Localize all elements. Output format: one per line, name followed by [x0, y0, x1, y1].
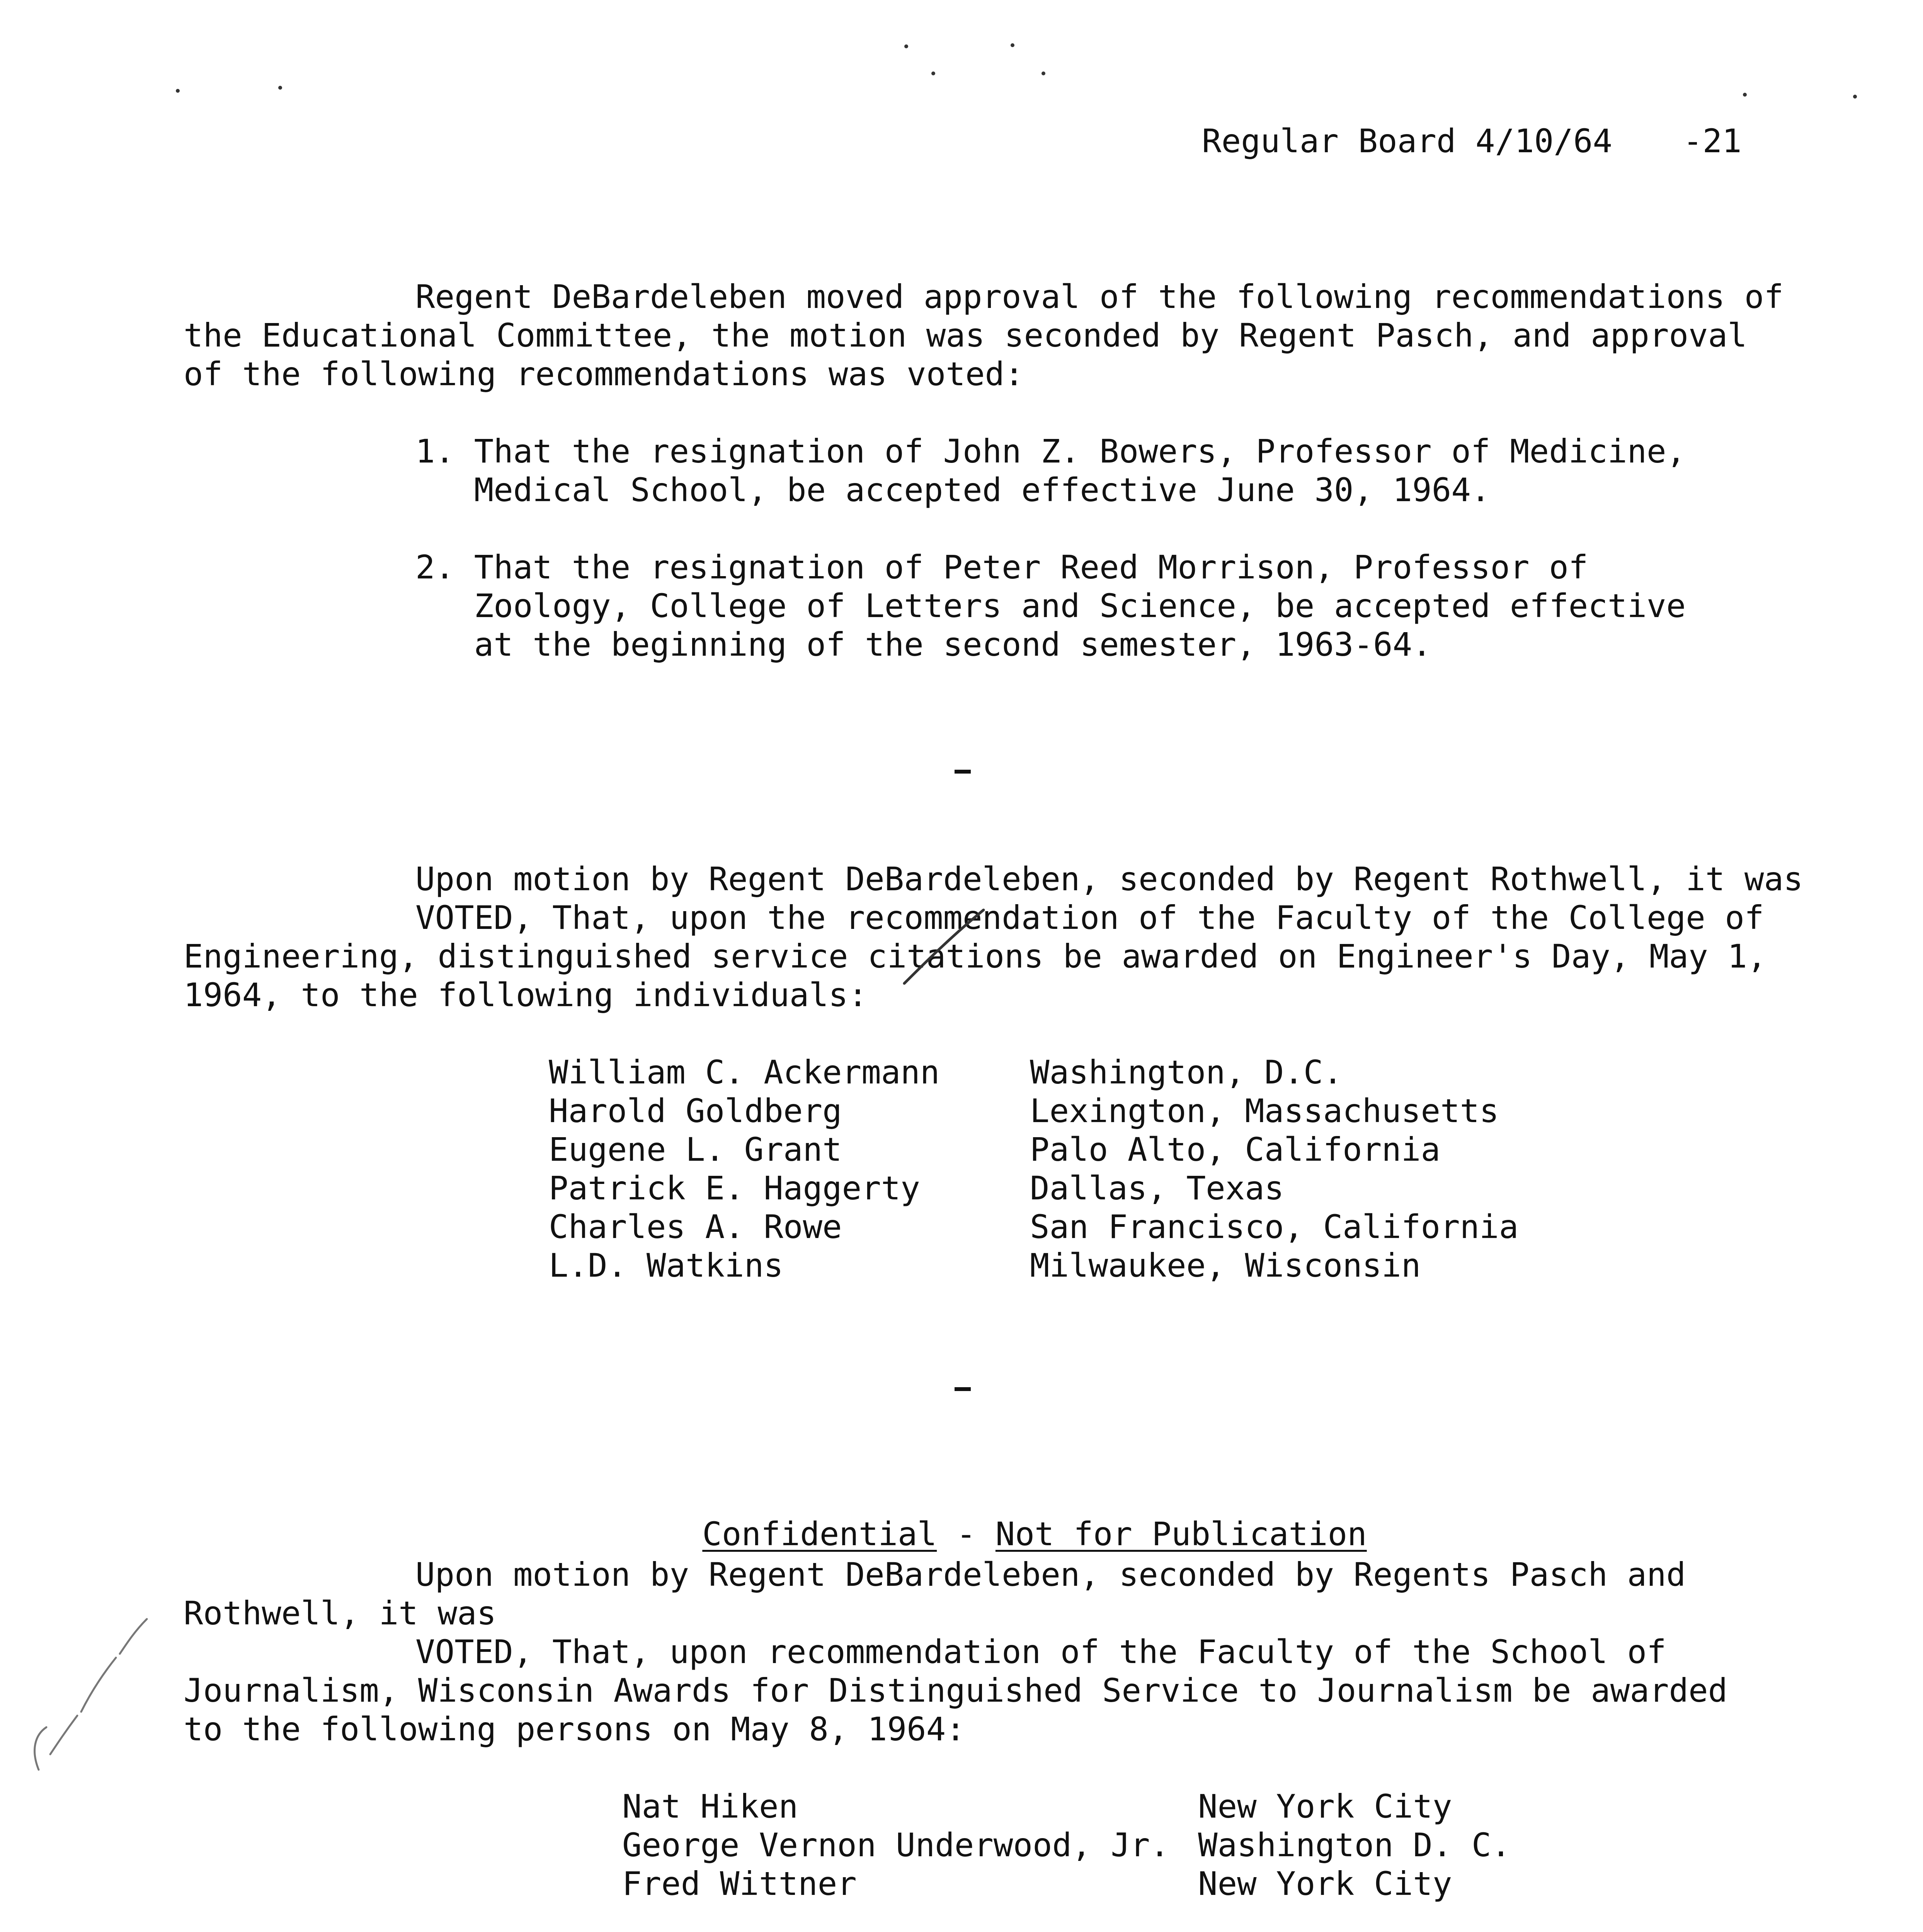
recipient-place: Milwaukee, Wisconsin — [1030, 1247, 1421, 1284]
recipient-place: New York City — [1198, 1865, 1452, 1903]
scan-speck — [1743, 93, 1747, 97]
section1-item2-line: 2. That the resignation of Peter Reed Morrison, Professor of — [415, 548, 1588, 586]
recipient-place: Washington D. C. — [1198, 1826, 1511, 1864]
section1-item1-line: Medical School, be accepted effective June 30, 1964. — [415, 471, 1491, 509]
recipient-name: Patrick E. Haggerty — [549, 1169, 920, 1207]
section1-item1-line: 1. That the resignation of John Z. Bowers, Professor of Medicine, — [415, 432, 1686, 470]
section1-intro-line: of the following recommendations was voted: — [184, 355, 1024, 393]
section2-intro-line: Engineering, distinguished service citations be awarded on Engineer's Day, May 1, — [184, 937, 1767, 975]
recipient-name: Eugene L. Grant — [549, 1131, 842, 1168]
recipient-place: New York City — [1198, 1787, 1452, 1825]
recipient-place: Washington, D.C. — [1030, 1053, 1343, 1091]
recipient-name: Nat Hiken — [622, 1787, 798, 1825]
recipient-name: Charles A. Rowe — [549, 1208, 842, 1246]
section1-intro-line: the Educational Committee, the motion was seconded by Regent Pasch, and approval — [184, 316, 1747, 354]
recipient-name: William C. Ackermann — [549, 1053, 940, 1091]
section1-intro-line: Regent DeBardeleben moved approval of the following recommendations of — [415, 278, 1784, 316]
recipient-place: Lexington, Massachusetts — [1030, 1092, 1499, 1130]
recipient-place: Dallas, Texas — [1030, 1169, 1284, 1207]
recipient-name: Fred Wittner — [622, 1865, 857, 1903]
recipient-name: Harold Goldberg — [549, 1092, 842, 1130]
recipient-place: San Francisco, California — [1030, 1208, 1519, 1246]
section3-intro-line: Upon motion by Regent DeBardeleben, seconded by Regents Pasch and — [415, 1556, 1686, 1594]
heading-separator: - — [937, 1515, 996, 1553]
section1-item2-line: Zoology, College of Letters and Science, be accepted effective — [415, 587, 1686, 625]
running-head: Regular Board 4/10/64 — [1202, 122, 1613, 160]
page-ref: -21 — [1683, 122, 1742, 160]
section-separator — [955, 770, 971, 774]
section1-item2-line: at the beginning of the second semester, 1963-64. — [415, 626, 1432, 663]
scan-speck — [1853, 95, 1857, 99]
scan-speck — [931, 71, 935, 75]
scan-speck — [278, 86, 282, 90]
section3-intro-line: Rothwell, it was — [184, 1594, 497, 1632]
confidential-label: Confidential — [702, 1515, 937, 1553]
scan-speck — [1041, 71, 1045, 75]
check-mark — [900, 906, 989, 991]
recipient-place: Palo Alto, California — [1030, 1131, 1441, 1168]
recipient-name: L.D. Watkins — [549, 1247, 783, 1284]
scan-speck — [904, 44, 908, 48]
handwritten-margin-note — [23, 1588, 155, 1781]
section3-intro-line: to the following persons on May 8, 1964: — [184, 1710, 965, 1748]
scan-speck — [176, 89, 180, 93]
recipient-name: George Vernon Underwood, Jr. — [622, 1826, 1170, 1864]
section3-intro-line: Journalism, Wisconsin Awards for Distinguished Service to Journalism be awarded — [184, 1672, 1728, 1709]
section2-intro-line: 1964, to the following individuals: — [184, 976, 868, 1014]
section2-intro-line: VOTED, That, upon the recommendation of the Faculty of the College of — [415, 899, 1764, 937]
section-separator — [955, 1387, 971, 1391]
section3-intro-line: VOTED, That, upon recommendation of the Faculty of the School of — [415, 1633, 1666, 1671]
section2-intro-line: Upon motion by Regent DeBardeleben, seconded by Regent Rothwell, it was — [415, 860, 1803, 898]
not-for-publication-label: Not for Publication — [995, 1515, 1367, 1553]
scan-speck — [1011, 43, 1014, 47]
